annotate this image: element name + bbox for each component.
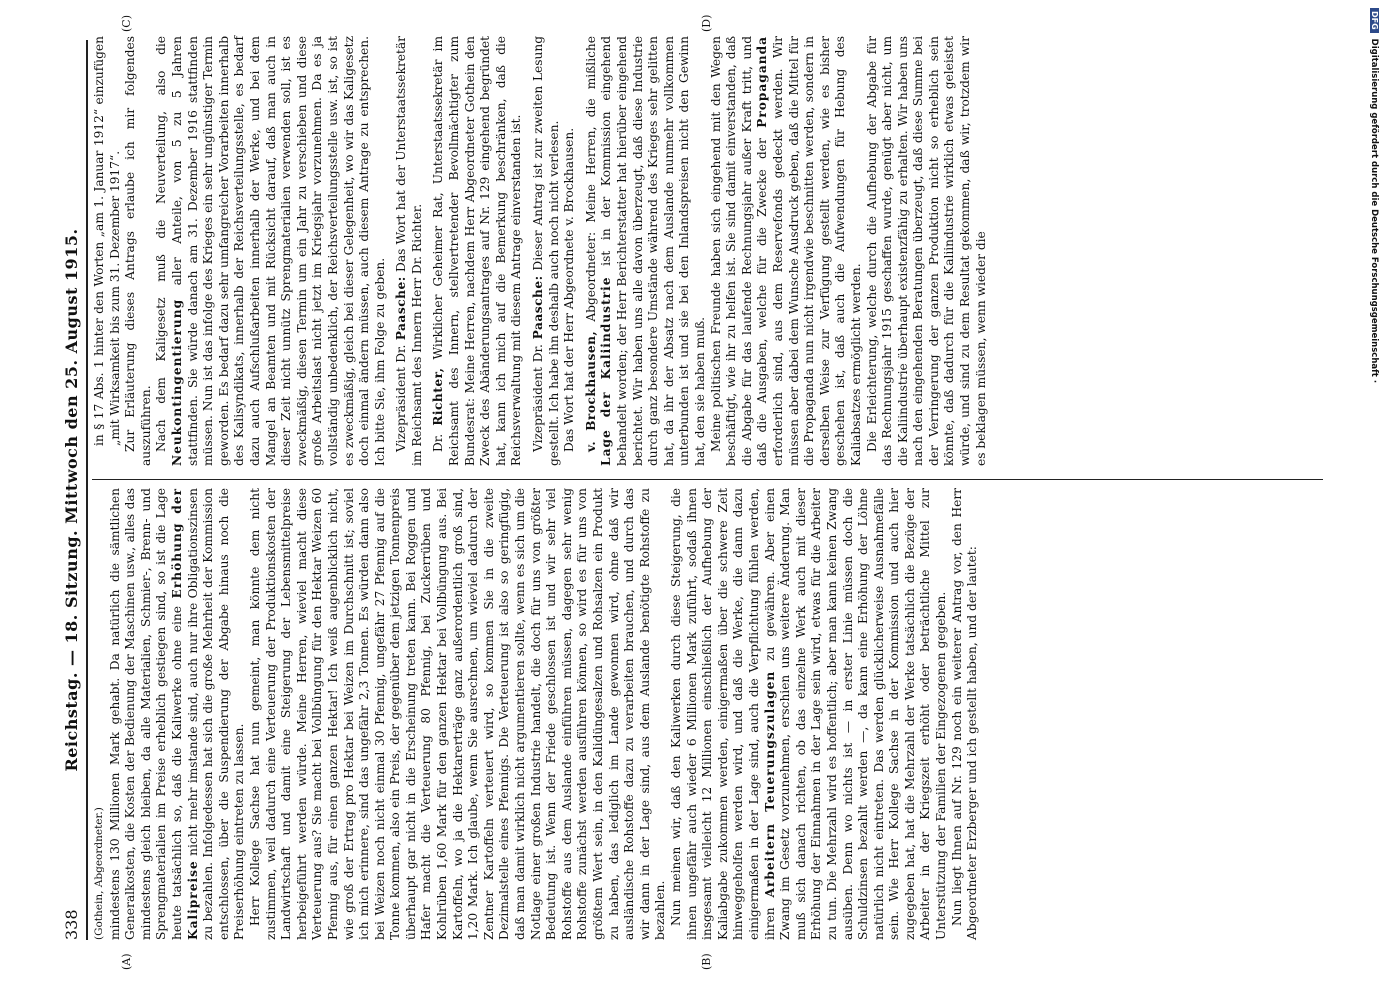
speaker-tag: (Gothein, Abgeordneter.)	[93, 807, 105, 940]
dfg-logo: DFG	[1370, 8, 1379, 33]
speaker-name: v. Brockhausen,	[583, 330, 598, 452]
speaker-paragraph: Vizepräsident Dr. Paasche: Das Wort hat der Unterstaatssekretär im Reichsamt des Innern Herr Dr. Richter.	[394, 35, 424, 466]
paragraph: Nach dem Kaligesetz muß die Neuverteilung, also die Neukontingentierung aller Anteile, von 5 zu 5 Jahren stattfinden. Sie würde danach am 31. Dezember 1916 stattfinden müssen. Nun ist das infolge des Krieges ein sehr ungünstiger Termin geworden. Es bedarf dazu sehr umfangreicher Vorarbeiten innerhalb des Kalisyndikats, innerhalb der Reichsverteilungsstelle, es bedarf dazu auch Aufschlußarbeiten innerhalb der Werke, und bei dem Mangel an Beamten und mit Rücksicht darauf, daß man auch in dieser Zeit nicht unnütz Sprengmaterialien verwenden soll, ist es zweckmäßig, diesen Termin um ein Jahr zu verschieben und diese große Arbeitslast nicht jetzt im Kriegsjahr vorzunehmen. Da es ja vollständig unbedenklich, der Reichsverteilungsstelle usw. ist, so ist es zweckmäßig, gleich bei dieser Gelegenheit, wo wir das Kaligesetz doch einmal ändern müssen, auch diesem Antrage zu entsprechen. Ich bitte Sie, ihm Folge zu geben.	[154, 36, 387, 466]
paragraph: Nun meinen wir, daß den Kaliwerken durch diese Steigerung, die ihnen ungefähr auch wieder 6 Millionen Mark zuführt, sodaß ihnen insgesamt vielleicht 12 Millionen einschließlich der Aufhebung der Kaliabgabe zukommen werden, einigermaßen über die schwere Zeit hinweggeholfen werden wird, und daß die Werke, die dann dazu einigermaßen in der Lage sind, auch die Verpflichtung fühlen werden, ihren Arbeitern Teuerungszulagen zu gewähren. Aber einen Zwang im Gesetz vorzunehmen, erschien uns weitere Änderung. Man muß sich danach richten, ob das einzelne Werk auch mit dieser Erhöhung der Einnahmen in der Lage sein wird, etwas für die Arbeiter zu tun. Die Mehrzahl wird es hoffentlich; aber man kann keinen Zwang ausüben. Denn wo nichts ist — in erster Linie müssen doch die Schuldzinsen bezahlt werden —, da kann eine Erhöhung der Löhne natürlich nicht eintreten. Das werden glücklicherweise Ausnahmefälle sein. Wie Herr Kollege Sachse in der Kommission und auch hier zugegeben hat, hat die Mehrzahl der Werke tatsächlich die Bezüge der Arbeiter in der Kriegszeit erhöht oder beträchtliche Mittel zur Unterstützung der Familien der Eingezogenen gegeben.	[668, 487, 949, 940]
speaker-paragraph: v. Brockhausen, Abgeordneter: Meine Herren, die mißliche Lage der Kaliindustrie ist in der Kommission eingehend behandelt worden; der Herr Berichterstatter hat hierüber eingehend berichtet. Wir haben uns alle davon überzeugt, daß diese Industrie durch ganz besondere Umstände während des Krieges sehr gelitten hat, da ihr der Absatz nach dem Auslande nunmehr vollkommen unterbunden ist und sie bei den Inlandspreisen nicht den Gewinn hat, den sie haben muß.	[583, 35, 707, 466]
emphasis: Neukontingentierung	[169, 298, 184, 466]
emphasis: Lage der Kaliindustrie	[599, 276, 614, 466]
speaker-paragraph: Dr. Richter, Wirklicher Geheimer Rat, Unterstaatssekretär im Reichsamt des Innern, stellvertretender Bevollmächtigter zum Bundesrat: Meine Herren, nachdem Herr Abgeordneter Gothein den Zweck des Abänderungsantrages auf Nr. 129 eingehend begründet hat, kann ich mich auf die Bemerkung beschränken, daß die Reichsverwaltung mit diesem Antrage einverstanden ist.	[431, 35, 524, 466]
digitization-credit	[1365, 8, 1379, 988]
paragraph: Herr Kollege Sachse hat nun gemeint, man könnte dem nicht zustimmen, weil dadurch eine Verteuerung der Produktionskosten der Landwirtschaft und damit eine Steigerung der Lebensmittelpreise herbeigeführt werden würde. Meine Herren, wieviel macht diese Verteuerung aus? Sie macht bei Vollbüngung für den Hektar Weizen 60 Pfennig aus, für einen ganzen Hektar! Ich weiß augenblicklich nicht, wie groß der Ertrag pro Hektar bei Weizen im Durchschnitt ist; soviel ich mich erinnere, sind das ungefähr 2,3 Tonnen. Es würden dann also bei Weizen noch nicht einmal 30 Pfennig, ungefähr 27 Pfennig auf die Tonne kommen, also ein Preis, der gegenüber dem jetzigen Tonnenpreis überhaupt gar nicht in die Erscheinung treten kann. Bei Roggen und Hafer macht die Verteuerung 80 Pfennig, bei Zuckerrüben und Kohlrüben 1,60 Mark für den ganzen Hektar bei Vollbüngung aus. Bei Kartoffeln, wo ja die Hektarerträge ganz außerordentlich groß sind, 1,20 Mark. Ich glaube, wenn Sie ausrechnen, um wieviel dadurch der Zentner Kartoffeln verteuert wird, so kommen Sie in die zweite Dezimalstelle eines Pfennigs. Die Verteuerung ist also so geringfügig, daß man damit wirklich nicht argumentieren sollte, wenn es sich um die Notlage einer großen Industrie handelt, die doch für uns von größter Bedeutung ist. Wenn der Friede geschlossen ist und wir sehr viel Rohstoffe aus dem Auslande einführen müssen, dagegen sehr wenig Rohstoffe zunächst werden ausführen können, so wird es für uns von größtem Wert sein, in den Kalidüngesalzen und Rohsalzen ein Produkt zu haben, das lediglich im Lande gewonnen wird, ohne daß wir ausländische Rohstoffe dazu zu verarbeiten brauchen, und durch das wir dann in der Lage sind, aus dem Auslande benötigte Rohstoffe zu bezahlen.	[247, 488, 668, 940]
paragraph: Die Erleichterung, welche durch die Aufhebung der Abgabe für das Rechnungsjahr 1915 geschaffen wurde, genügt aber nicht, um die Kaliindustrie überhaupt existenzfähig zu erhalten. Wir haben uns nach den eingehenden Beratungen überzeugt, daß diese Summe bei der Verringerung der ganzen Produktion nicht so erheblich sein könnte, daß dadurch für die Kaliindustrie wirklich etwas geleistet würde, und sind zu dem Resultat gekommen, daß wir, trotzdem wir es beklagen müssen, wenn wieder die	[864, 36, 988, 466]
page-header	[62, 40, 88, 960]
margin-marker-a: (A)	[120, 953, 133, 970]
paragraph: Meine politischen Freunde haben sich eingehend mit den Wegen beschäftigt, wie ihr zu helfen ist. Sie sind damit einverstanden, daß die Abgabe für das laufende Rechnungsjahr außer Kraft tritt, und daß die Ausgaben, welche für die Zwecke der Propaganda erforderlich sind, aus dem Reservefonds gedeckt werden. Wir müssen aber dabei dem Wunsche Ausdruck geben, daß die Mittel für die Propaganda nun nicht irgendwie beschnitten werden, sondern in derselben Weise zur Verfügung gestellt werden, wie es bisher geschehen ist, daß auch die Aufwendungen für Hebung des Kaliabsatzes ermöglicht werden.	[708, 35, 863, 466]
credit-text: Digitalisierung gefördert durch die Deutsche Forschungsgemeinschaft ·	[1369, 38, 1379, 384]
left-column	[92, 488, 981, 940]
right-column	[92, 36, 989, 466]
paragraph: Das Wort hat der Herr Abgeordnete v. Brockhausen.	[562, 127, 577, 452]
speaker-name: Paasche:	[394, 276, 409, 341]
emphasis: Arbeitern Teuerungszulagen	[762, 670, 777, 898]
paragraph: mindestens 130 Millionen Mark gehabt. Da natürlich die sämtlichen Generalkosten, die Kosten der Bedienung der Maschinen usw., alles das mindestens gleich bleiben, da alle Materialien, Schmier-, Brenn- und Sprengmaterialien im Preise erheblich gestiegen sind, so ist die Lage heute tatsächlich so, daß die Kaliwerke ohne eine Erhöhung der Kalipreise nicht mehr imstande sind, auch nur ihre Obligationszinsen zu bezahlen. Infolgedessen hat sich die große Mehrheit der Kommission entschlossen, über die Suspendierung der Abgabe hinaus noch die Preiserhöhung eintreten zu lassen.	[107, 487, 247, 940]
column-divider	[92, 479, 1323, 480]
margin-marker-d: (D)	[700, 14, 713, 32]
speaker-name: Richter,	[431, 367, 446, 426]
emphasis: Propaganda	[755, 35, 770, 128]
header-rule	[86, 40, 88, 940]
paragraph: Zur Erläuterung dieses Antrags erlaube ich mir folgendes auszuführen.	[123, 36, 153, 466]
speaker-paragraph: Vizepräsident Dr. Paasche: Dieser Antrag ist zur zweiten Lesung gestellt. Ich habe ihn deshalb auch noch nicht verlesen.	[531, 35, 561, 466]
emphasis: Erhöhung der Kalipreise	[169, 487, 200, 940]
quoted-amendment: in § 17 Abs. 1 hinter den Worten „am 1. Januar 1912“ einzufügen „mit Wirksamkeit bis zum 31. Dezember 1917“.	[92, 36, 122, 446]
speaker-name: Paasche:	[531, 275, 546, 340]
page-title: Reichstag. — 18. Sitzung. Mittwoch den 25. August 1915.	[62, 228, 81, 772]
page-number: 338	[62, 909, 81, 940]
margin-marker-c: (C)	[120, 15, 133, 32]
margin-marker-b: (B)	[700, 953, 713, 970]
paragraph: Nun liegt Ihnen auf Nr. 129 noch ein weiterer Antrag vor, den Herr Abgeordneter Erzberger und ich gestellt haben, und der lautet:	[949, 488, 980, 940]
